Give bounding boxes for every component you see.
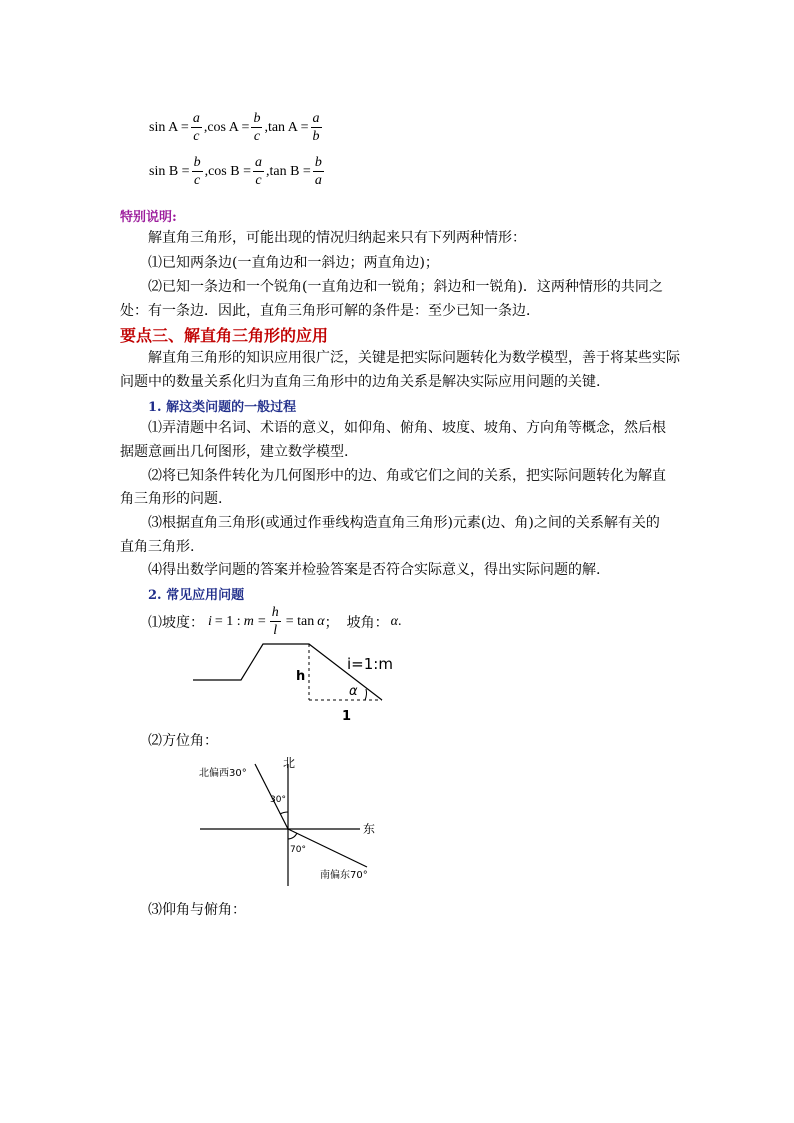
tan-a-label: tan A = bbox=[267, 120, 309, 135]
slope-formula: ⑴坡度： i = 1 : m = $\frac{h}{l}$ = tan α ； 坡角： α . bbox=[148, 605, 402, 638]
section-3-para-line-1: 解直角三角形的知识应用很广泛，关键是把实际问题转化为数学模型，善于将某些实际 bbox=[148, 350, 680, 366]
east-label: 东 bbox=[363, 822, 376, 836]
angle-70-label: 70° bbox=[290, 845, 306, 855]
process-step-3-line-2: 直角三角形. bbox=[120, 539, 195, 555]
formula-row-b: sin B = $\frac{b}{c}$ , cos B = $\frac{a}{c}$ , tan B = $\frac{b}{a}$ bbox=[149, 155, 322, 188]
slope-ratio-label: i=1:m bbox=[347, 655, 393, 673]
cos-b-label: cos B = bbox=[208, 164, 251, 179]
slope-angle-label: 坡角： bbox=[346, 615, 389, 631]
slope-angle-arc bbox=[365, 689, 366, 700]
fraction-b-over-c: $\frac{b}{c}$ bbox=[253, 111, 261, 144]
process-step-2-line-1: ⑵将已知条件转化为几何图形中的边、角或它们之间的关系，把实际问题转化为解直 bbox=[148, 468, 666, 484]
slope-label: ⑴坡度： bbox=[148, 615, 204, 631]
angle-70-arc bbox=[288, 833, 297, 839]
process-step-1-line-2: 据题意画出几何图形，建立数学模型. bbox=[120, 444, 349, 460]
south-east-70-label: 南偏东70° bbox=[320, 870, 368, 881]
formula-row-a: sin A = $\frac{a}{c}$ , cos A = $\frac{b}{c}$ , tan A = $\frac{a}{b}$ bbox=[149, 111, 320, 144]
tan-b-label: tan B = bbox=[269, 164, 311, 179]
north-label: 北 bbox=[283, 756, 296, 770]
north-west-30-label: 北偏西30° bbox=[199, 768, 247, 779]
angle-30-label: 30° bbox=[270, 795, 286, 805]
note-case-2-line-1: ⑵已知一条边和一个锐角(一直角边和一锐角；斜边和一锐角)．这两种情形的共同之 bbox=[148, 279, 663, 295]
sin-a-label: sin A = bbox=[149, 120, 189, 135]
process-step-2-line-2: 角三角形的问题. bbox=[120, 491, 223, 507]
bearing-label: ⑵方位角： bbox=[148, 733, 218, 749]
section-3-para-line-2: 问题中的数量关系化归为直角三角形中的边角关系是解决实际应用问题的关键. bbox=[120, 374, 601, 390]
process-heading: 1. 解这类问题的一般过程 bbox=[148, 400, 297, 415]
fraction-a-over-b: $\frac{a}{b}$ bbox=[312, 111, 320, 144]
cos-a-label: cos A = bbox=[207, 120, 250, 135]
elevation-depression-label: ⑶仰角与俯角： bbox=[148, 902, 246, 918]
fraction-a-over-c: $\frac{a}{c}$ bbox=[254, 155, 262, 188]
note-intro: 解直角三角形，可能出现的情况归纳起来只有下列两种情形： bbox=[148, 230, 526, 246]
problems-heading: 2. 常见应用问题 bbox=[148, 588, 245, 603]
angle-30-arc bbox=[280, 812, 288, 814]
process-step-4: ⑷得出数学问题的答案并检验答案是否符合实际意义，得出实际问题的解. bbox=[148, 562, 601, 578]
fraction-h-over-l: $\frac{h}{l}$ bbox=[271, 605, 279, 638]
process-step-3-line-1: ⑶根据直角三角形(或通过作垂线构造直角三角形)元素(边、角)之间的关系解有关的 bbox=[148, 515, 660, 531]
fraction-a-over-c: $\frac{a}{c}$ bbox=[192, 111, 200, 144]
section-3-title: 要点三、解直角三角形的应用 bbox=[120, 326, 329, 345]
fraction-b-over-a: $\frac{b}{a}$ bbox=[314, 155, 322, 188]
sin-b-label: sin B = bbox=[149, 164, 190, 179]
note-case-2-line-2: 处：有一条边．因此，直角三角形可解的条件是：至少已知一条边． bbox=[120, 303, 540, 319]
bearing-figure bbox=[195, 752, 385, 890]
note-heading: 特别说明: bbox=[120, 210, 177, 225]
slope-l-label: 1 bbox=[342, 709, 352, 724]
process-step-1-line-1: ⑴弄清题中名词、术语的意义，如仰角、俯角、坡度、坡角、方向角等概念，然后根 bbox=[148, 420, 666, 436]
slope-alpha-label: α bbox=[349, 684, 358, 699]
fraction-b-over-c: $\frac{b}{c}$ bbox=[193, 155, 201, 188]
note-case-1: ⑴已知两条边(一直角边和一斜边；两直角边)； bbox=[148, 255, 439, 271]
slope-figure bbox=[185, 640, 405, 730]
slope-h-label: h bbox=[296, 669, 306, 684]
